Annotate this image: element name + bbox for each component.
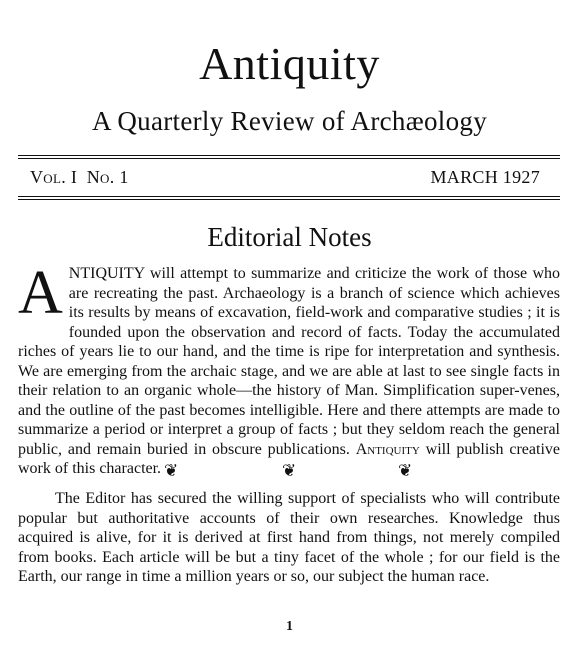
journal-subtitle: A Quarterly Review of Archæology (91, 106, 488, 136)
header-rule-top-inner (18, 158, 560, 159)
paragraph-1-text-b: will publish creative work of this character. (18, 440, 560, 477)
paragraph-1 (18, 259, 560, 479)
ornament-icon-3: ❦ (398, 461, 413, 480)
header-rule-bottom-inner (18, 196, 560, 197)
volume-number (30, 165, 129, 189)
ornament-divider (0, 460, 579, 482)
issue-date: MARCH 1927 (430, 167, 540, 187)
paragraph-1-journal-name: Antiquity (355, 440, 420, 458)
ornament-icon-1: ❦ (164, 461, 179, 480)
paragraph-2: The Editor has secured the willing support of specialists who will contribute popular but authoritative accounts of their own researches. Knowledge thus acquired is alive, for it is derived at first hand from things, not merely compiled from books. Each article will be but a tiny facet of the whole ; for our field is the Earth, our range in time a million years or so, our subject the human race. (18, 490, 560, 585)
section-title: Editorial Notes (207, 222, 372, 252)
journal-title: Antiquity (199, 38, 380, 89)
paragraph-1-text-a: will attempt to summarize and criticize the work of those who are recreating the past. Archaeology is a branch of science which achieves its results by means of excavation, field-work and comparative studies ; it is founded upon the observation and record of facts. Today the accumulated riches of years lie to our hand, and the time is ripe for interpretation and synthesis. We are emerging from the archaic stage, and we are able at last to see single facts in their relation to an organic whole—the history of Man. Simplification super-venes, and the outline of the past becomes intelligible. Here and there attempts are made to summarize a period or interpret a group of facts ; but they seldom reach the general public, and remain buried in obscure publications. (18, 265, 560, 458)
drop-cap: A (18, 259, 63, 327)
issue-info (30, 165, 540, 189)
issue-number-label: No. 1 (86, 167, 129, 187)
header-rule-top-outer (18, 155, 560, 156)
page-number: 1 (286, 619, 293, 634)
header-rule-bottom-outer (18, 199, 560, 200)
ornament-icon-2: ❦ (282, 461, 297, 480)
volume-label: Vol. I (30, 167, 78, 187)
paragraph-1-lead: NTIQUITY (68, 265, 145, 282)
